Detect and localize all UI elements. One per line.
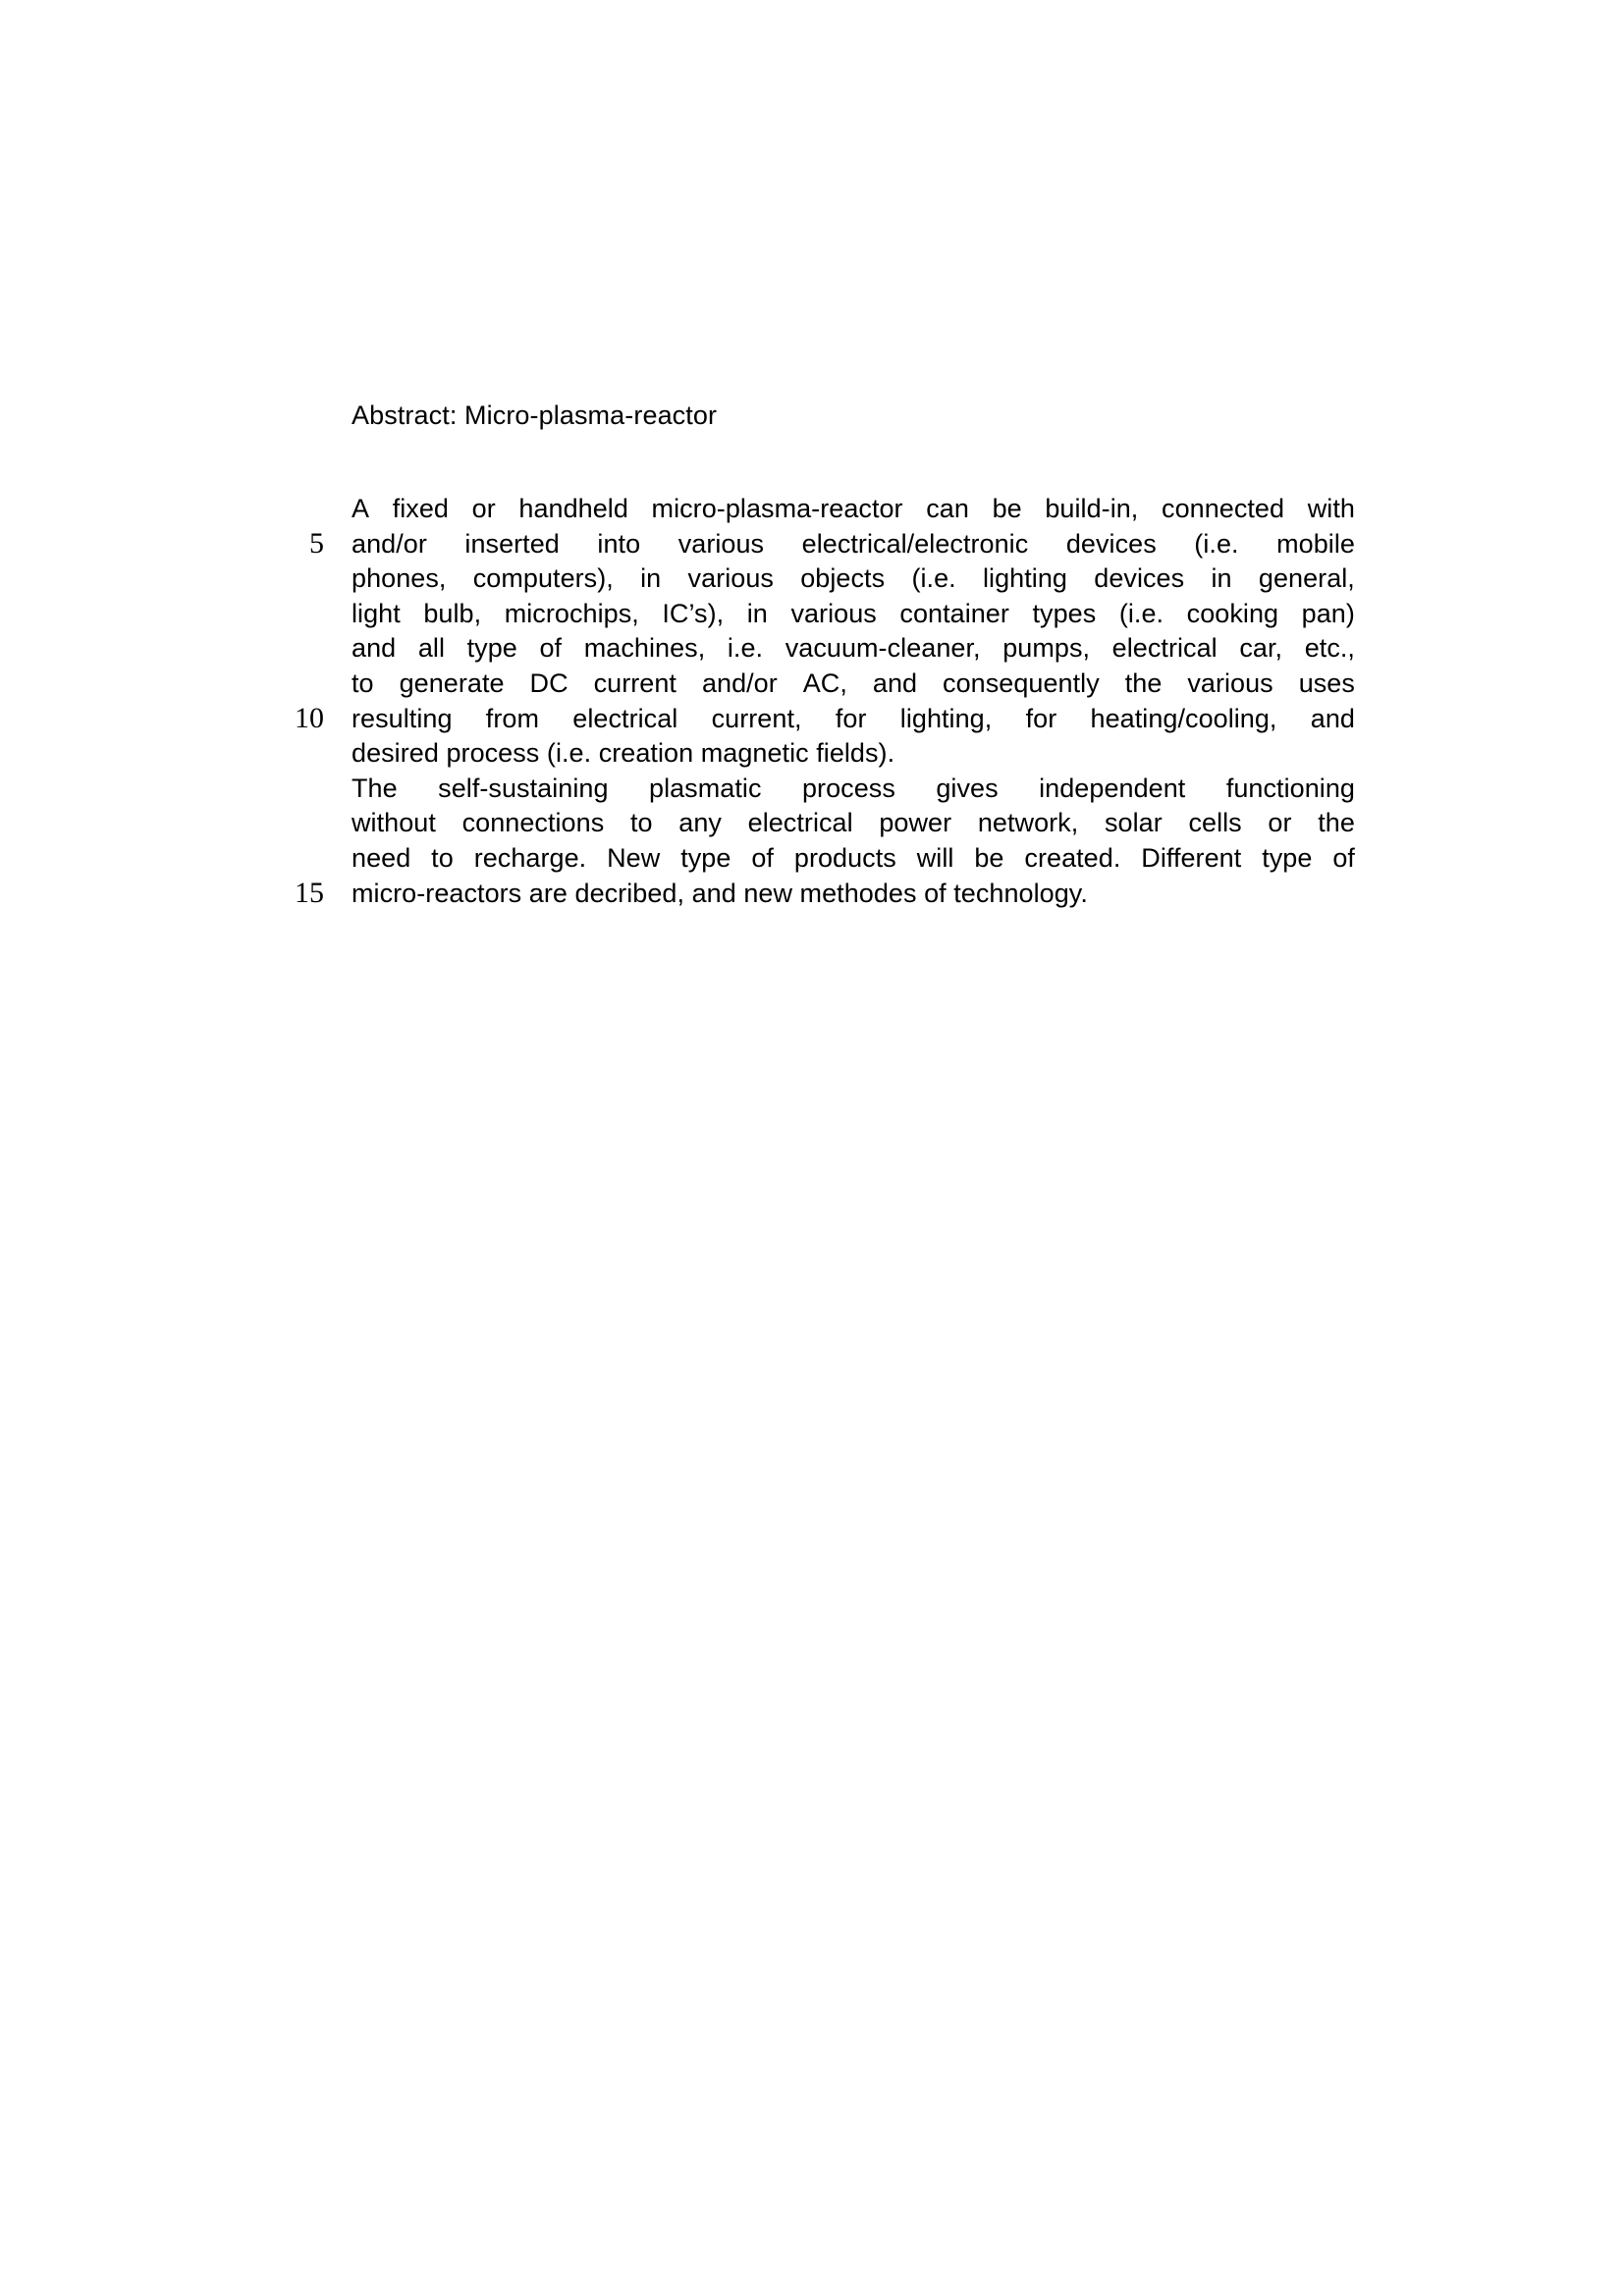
line-number-10: 10 [295, 702, 324, 734]
page-title: Abstract: Micro-plasma-reactor [352, 400, 718, 430]
text-line: to generate DC current and/or AC, and consequently the various uses [352, 667, 1355, 698]
line-number-5: 5 [309, 527, 324, 560]
text-line: micro-reactors are decribed, and new methodes of technology. [352, 878, 1088, 908]
text-line: light bulb, microchips, IC’s), in various container types (i.e. cooking pan) [352, 598, 1355, 628]
line-number-15: 15 [295, 877, 324, 909]
text-line: need to recharge. New type of products will be created. Different type of [352, 842, 1355, 873]
text-line: and all type of machines, i.e. vacuum-cleaner, pumps, electrical car, etc., [352, 633, 1355, 664]
text-line: resulting from electrical current, for lighting, for heating/cooling, and [352, 703, 1355, 733]
title-spacer [352, 433, 1355, 492]
text-line: phones, computers), in various objects (i.e. lighting devices in general, [352, 563, 1355, 594]
abstract-paragraph-2 [352, 772, 1355, 911]
text-line: A fixed or handheld micro-plasma-reactor can be build-in, connected with [352, 494, 1355, 523]
text-line: desired process (i.e. creation magnetic fields). [352, 738, 895, 769]
text-line: and/or inserted into various electrical/electronic devices (i.e. mobile [352, 528, 1355, 559]
text-line: without connections to any electrical power network, solar cells or the [352, 808, 1355, 838]
abstract-paragraph-1 [352, 492, 1355, 772]
text-column [352, 398, 1355, 911]
text-line: The self-sustaining plasmatic process gives independent functioning [352, 773, 1355, 803]
